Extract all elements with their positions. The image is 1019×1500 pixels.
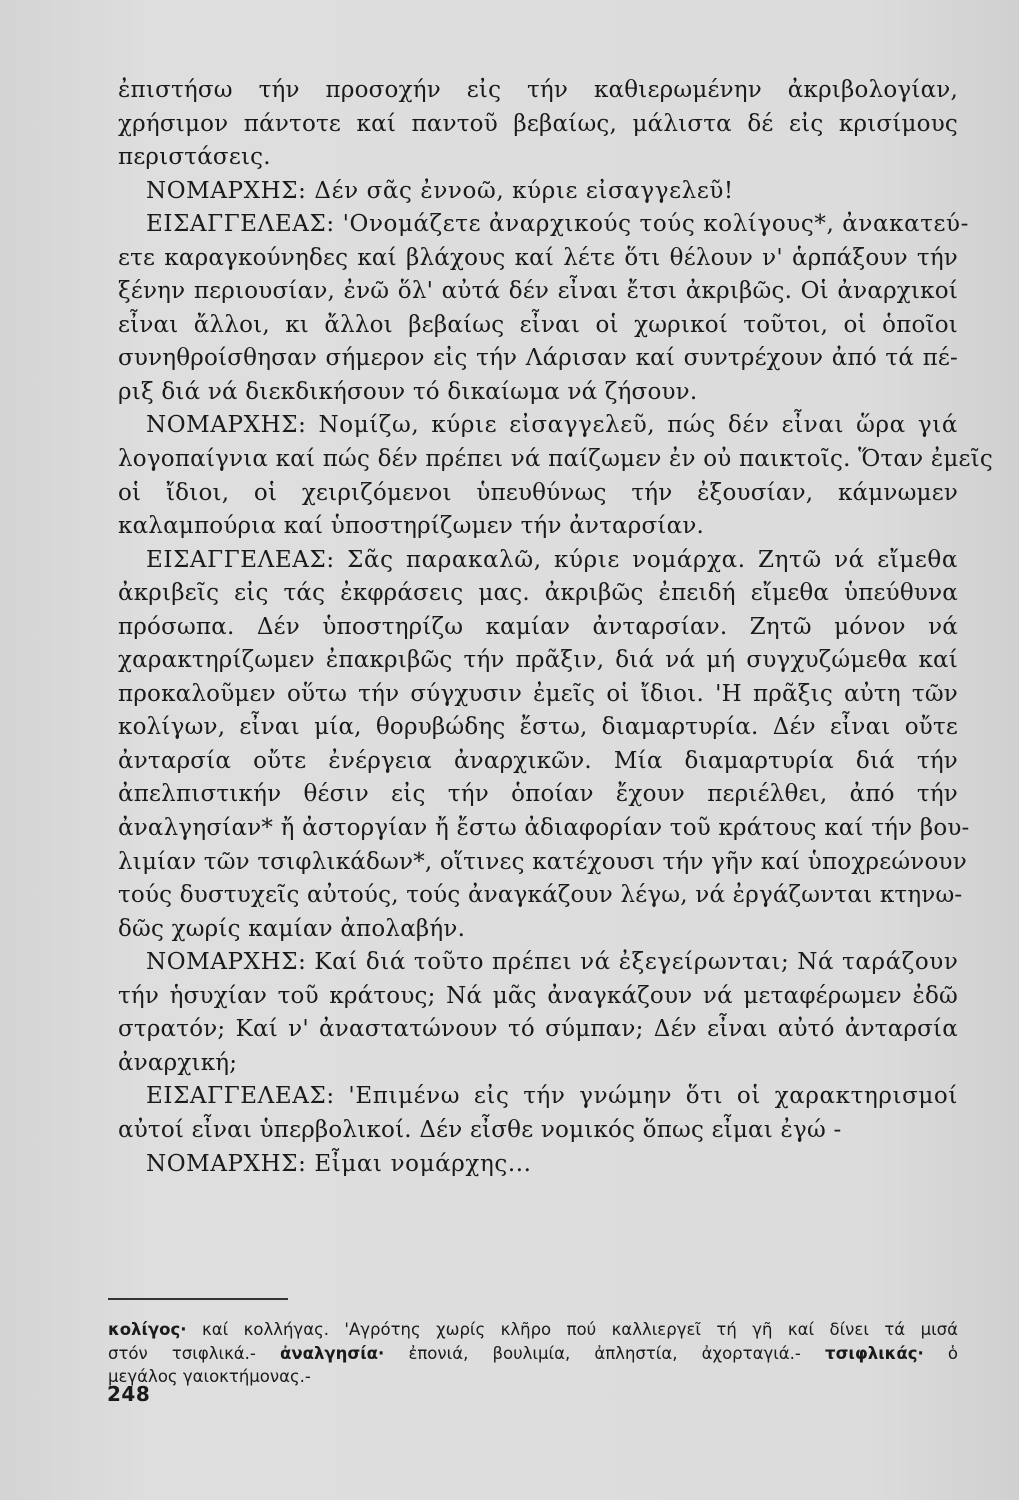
text-line: ἀναρχική;	[118, 1049, 238, 1076]
footnote-text: στόν τσιφλικά.-	[108, 1343, 281, 1363]
text-line: ριξ διά νά διεκδικήσουν τό δικαίωμα νά ζήσουν.	[118, 378, 698, 405]
text-line: ἐπιστήσω τήν προσοχήν εἰς τήν καθιερωμένην ἀκριβολογίαν,	[118, 77, 958, 103]
speaker-line-nomarchis: ΝΟΜΑΡΧΗΣ: Εἶμαι νομάρχης...	[146, 1150, 532, 1177]
text-line: προκαλοῦμεν οὕτω τήν σύγχυσιν ἐμεῖς οἱ ἴδιοι. 'Η πρᾶξις αὐτη τῶν	[118, 680, 958, 707]
text-line: περιστάσεις.	[118, 144, 271, 171]
footnote-term-analgisia: ἀναλγησία·	[280, 1343, 385, 1363]
text-line: χαρακτηρίζωμεν ἐπακριβῶς τήν πρᾶξιν, διά νά μή συγχυζώμεθα καί	[118, 647, 958, 674]
text-line: κολίγων, εἶναι μία, θορυβώδης ἔστω, διαμαρτυρία. Δέν εἶναι οὔτε	[118, 714, 958, 741]
text-line: τήν ἡσυχίαν τοῦ κράτους; Νά μᾶς ἀναγκάζουν νά μεταφέρωμεν ἐδῶ	[118, 982, 958, 1009]
footnote-text: ἐπονιά, βουλιμία, ἀπληστία, ἀχορταγιά.-	[384, 1343, 826, 1363]
text-line: πρόσωπα. Δέν ὑποστηρίζω καμίαν ἀνταρσίαν. Ζητῶ μόνον νά	[118, 613, 958, 640]
text-line: στρατόν; Καί ν' ἀναστατώνουν τό σύμπαν; Δέν εἶναι αὐτό ἀνταρσία	[118, 1016, 958, 1043]
text-line: ξένην περιουσίαν, ἐνῶ ὅλ' αὐτά δέν εἶναι ἔτσι ἀκριβῶς. Οἱ ἀναρχικοί	[118, 278, 958, 305]
text-line: ἀναλγησίαν* ἤ ἀστοργίαν ἤ ἔστω ἀδιαφορίαν τοῦ κράτους καί τήν βου-	[118, 815, 970, 842]
text-line: συνηθροίσθησαν σήμερον εἰς τήν Λάρισαν καί συντρέχουν ἀπό τά πέ-	[118, 345, 958, 372]
text-line: καλαμπούρια καί ὑποστηρίζωμεν τήν ἀνταρσίαν.	[118, 513, 705, 540]
footnote-term-koligos: κολίγος·	[108, 1320, 187, 1339]
footnote-text: καί κολλήγας. 'Αγρότης χωρίς κλῆρο πού καλλιεργεῖ τή γῆ καί δίνει τά μισά	[186, 1320, 958, 1339]
text-line: λογοπαίγνια καί πώς δέν πρέπει νά παίζωμεν ἐν οὐ παικτοῖς. Ὅταν ἐμεῖς	[118, 446, 993, 473]
text-line: ἀκριβεῖς εἰς τάς ἐκφράσεις μας. ἀκριβῶς ἐπειδή εἴμεθα ὑπεύθυνα	[118, 580, 958, 607]
text-line: δῶς χωρίς καμίαν ἀπολαβήν.	[118, 915, 466, 942]
text-line: ἀνταρσία οὔτε ἐνέργεια ἀναρχικῶν. Μία διαμαρτυρία διά τήν	[118, 747, 958, 774]
footnote-text: μεγάλος γαιοκτήμονας.-	[108, 1367, 311, 1386]
speaker-line-nomarchis: ΝΟΜΑΡΧΗΣ: Δέν σᾶς ἐννοῶ, κύριε εἰσαγγελεῦ!	[146, 177, 734, 204]
footnote-text: ὁ	[923, 1343, 959, 1363]
speaker-line-eisaggeleas: ΕΙΣΑΓΓΕΛΕΑΣ: 'Επιμένω εἰς τήν γνώμην ὅτι οἱ χαρακτηρισμοί	[146, 1083, 958, 1110]
text-line: λιμίαν τῶν τσιφλικάδων*, οἵτινες κατέχουσι τήν γῆν καί ὑποχρεώνουν	[118, 848, 967, 875]
text-line: εἶναι ἄλλοι, κι ἄλλοι βεβαίως εἶναι οἱ χωρικοί τοῦτοι, οἱ ὁποῖοι	[118, 311, 958, 338]
page-number: 248	[107, 1382, 151, 1406]
speaker-line-nomarchis: ΝΟΜΑΡΧΗΣ: Νομίζω, κύριε εἰσαγγελεῦ, πώς δέν εἶναι ὥρα γιά	[146, 412, 958, 439]
speaker-line-nomarchis: ΝΟΜΑΡΧΗΣ: Καί διά τοῦτο πρέπει νά ἐξεγείρωνται; Νά ταράζουν	[146, 949, 959, 976]
text-line: χρήσιμον πάντοτε καί παντοῦ βεβαίως, μάλιστα δέ εἰς κρισίμους	[118, 110, 958, 137]
dialogue-text	[118, 74, 993, 1181]
speaker-line-eisaggeleas: ΕΙΣΑΓΓΕΛΕΑΣ: Σᾶς παρακαλῶ, κύριε νομάρχα. Ζητῶ νά εἴμεθα	[146, 546, 958, 573]
text-line: ἀπελπιστικήν θέσιν εἰς τήν ὁποίαν ἔχουν περιέλθει, ἀπό τήν	[118, 781, 958, 808]
text-line: αὐτοί εἶναι ὑπερβολικοί. Δέν εἶσθε νομικός ὅπως εἶμαι ἐγώ -	[118, 1116, 842, 1143]
speaker-line-eisaggeleas: ΕΙΣΑΓΓΕΛΕΑΣ: 'Ονομάζετε ἀναρχικούς τούς κολίγους*, ἀνακατεύ-	[146, 211, 970, 238]
footnotes	[108, 1318, 958, 1389]
footnote-line	[108, 1342, 958, 1366]
text-line: τούς δυστυχεῖς αὐτούς, τούς ἀναγκάζουν λέγω, νά ἐργάζωνται κτηνω-	[118, 882, 963, 909]
text-line: οἱ ἴδιοι, οἱ χειριζόμενοι ὑπευθύνως τήν ἐξουσίαν, κάμνωμεν	[118, 479, 958, 506]
footnote-line	[108, 1318, 958, 1342]
footnote-term-tsiflikas: τσιφλικάς·	[825, 1343, 924, 1363]
footnote-divider	[108, 1298, 288, 1300]
footnote-line	[108, 1365, 958, 1389]
text-line: ετε καραγκούνηδες καί βλάχους καί λέτε ὅτι θέλουν ν' ἁρπάξουν τήν	[118, 244, 958, 271]
